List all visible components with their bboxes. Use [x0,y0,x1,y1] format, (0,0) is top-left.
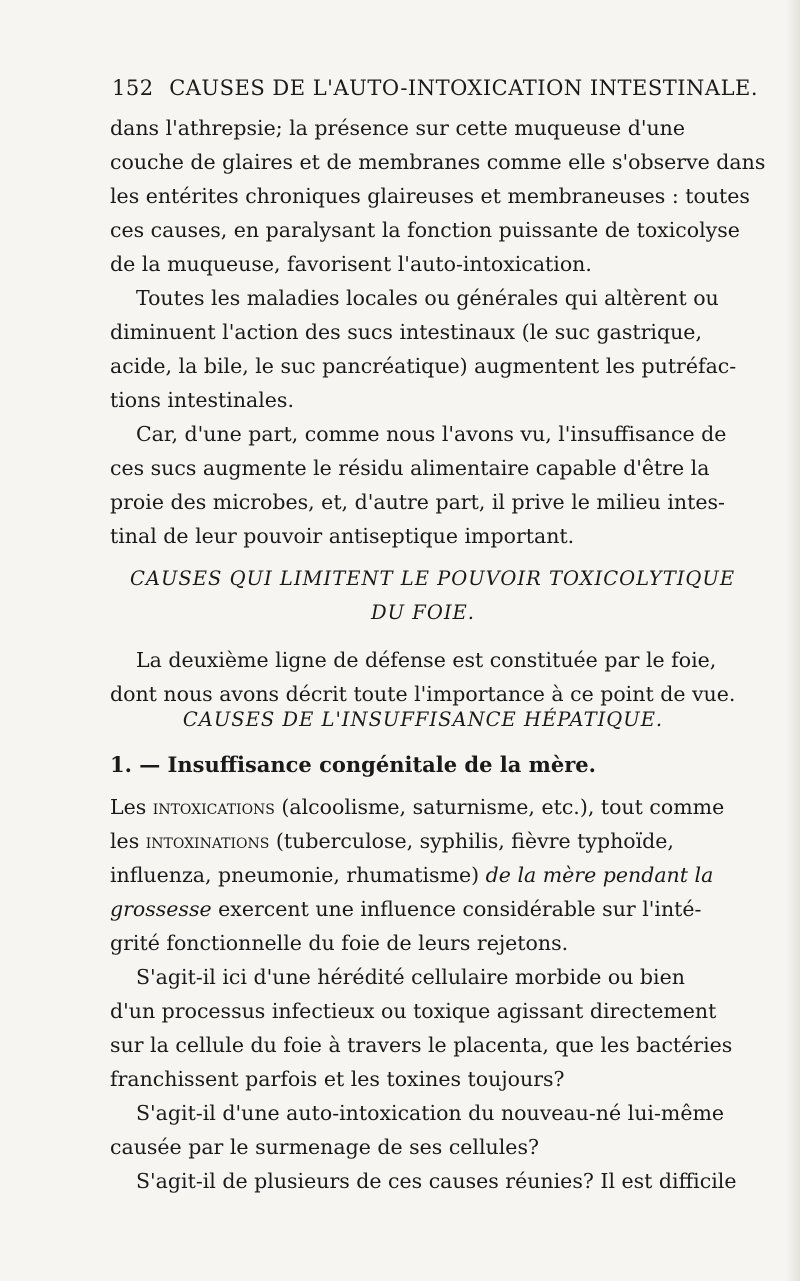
italic-run: de la mère pendant la [485,863,714,887]
text-line: franchissent parfois et les toxines toujours? [110,1067,565,1091]
text-line: S'agit-il de plusieurs de ces causes réunies? Il est difficile [136,1169,737,1193]
page-number: 152 [112,76,154,100]
text-line: Toutes les maladies locales ou générales qui altèrent ou [136,286,719,310]
running-header [112,76,759,100]
small-caps-term: intoxinations [145,829,270,853]
text-line: ces sucs augmente le résidu alimentaire capable d'être la [110,456,710,480]
text-line: S'agit-il ici d'une hérédité cellulaire morbide ou bien [136,965,685,989]
text-run: exercent une influence considérable sur l'inté- [211,897,702,921]
text-line: d'un processus infectieux ou toxique agissant directement [110,999,717,1023]
heading-line: DU FOIE. [371,601,475,624]
text-run: Les [110,795,153,819]
text-run: (tuberculose, syphilis, fièvre typhoïde, [269,829,674,853]
paragraph-3 [110,417,736,553]
text-line: diminuent l'action des sucs intestinaux (le suc gastrique, [110,320,702,344]
text-line [110,892,736,926]
text-line: proie des microbes, et, d'autre part, il prive le milieu intes- [110,490,725,514]
text-line: causée par le surmenage de ses cellules? [110,1135,539,1159]
text-line: ces causes, en paralysant la fonction puissante de toxicolyse [110,218,740,242]
subheading-line: 1. — Insuffisance congénitale de la mère. [110,752,596,777]
text-line [110,858,736,892]
paragraph-1 [110,111,766,281]
text-line: tions intestinales. [110,388,294,412]
text-line: couche de glaires et de membranes comme elle s'observe dans [110,150,766,174]
text-line: tinal de leur pouvoir antiseptique important. [110,524,575,548]
text-line: Car, d'une part, comme nous l'avons vu, l'insuffisance de [136,422,727,446]
text-line: les entérites chroniques glaireuses et membraneuses : toutes [110,184,750,208]
paragraph-4 [110,643,736,711]
section-heading-2 [110,703,736,737]
text-line: sur la cellule du foie à travers le placenta, que les bactéries [110,1033,733,1057]
paragraph-2 [110,281,736,417]
paragraph-5 [110,790,736,960]
text-line [110,824,736,858]
text-line: dans l'athrepsie; la présence sur cette muqueuse d'une [110,116,686,140]
subsection-heading [110,748,736,782]
small-caps-term: intoxications [152,795,275,819]
text-line: acide, la bile, le suc pancréatique) augmentent les putréfac- [110,354,737,378]
text-line: de la muqueuse, favorisent l'auto-intoxication. [110,252,592,276]
text-line: dont nous avons décrit toute l'importance à ce point de vue. [110,682,736,706]
text-line [110,790,736,824]
heading-line: CAUSES QUI LIMITENT LE POUVOIR TOXICOLYTIQUE [130,567,736,590]
heading-line: CAUSES DE L'INSUFFISANCE HÉPATIQUE. [182,708,664,731]
text-run: influenza, pneumonie, rhumatisme) [110,863,486,887]
paragraph-6 [110,960,736,1198]
text-line: grité fonctionnelle du foie de leurs rejetons. [110,931,569,955]
text-run: les [110,829,146,853]
section-heading-1 [110,562,736,630]
page-edge-shadow [786,0,800,1281]
text-line: La deuxième ligne de défense est constituée par le foie, [136,648,717,672]
italic-run: grossesse [110,897,212,921]
text-line: S'agit-il d'une auto-intoxication du nouveau-né lui-même [136,1101,725,1125]
text-run: (alcoolisme, saturnisme, etc.), tout comme [274,795,725,819]
running-title: CAUSES DE L'AUTO-INTOXICATION INTESTINALE. [169,76,759,100]
